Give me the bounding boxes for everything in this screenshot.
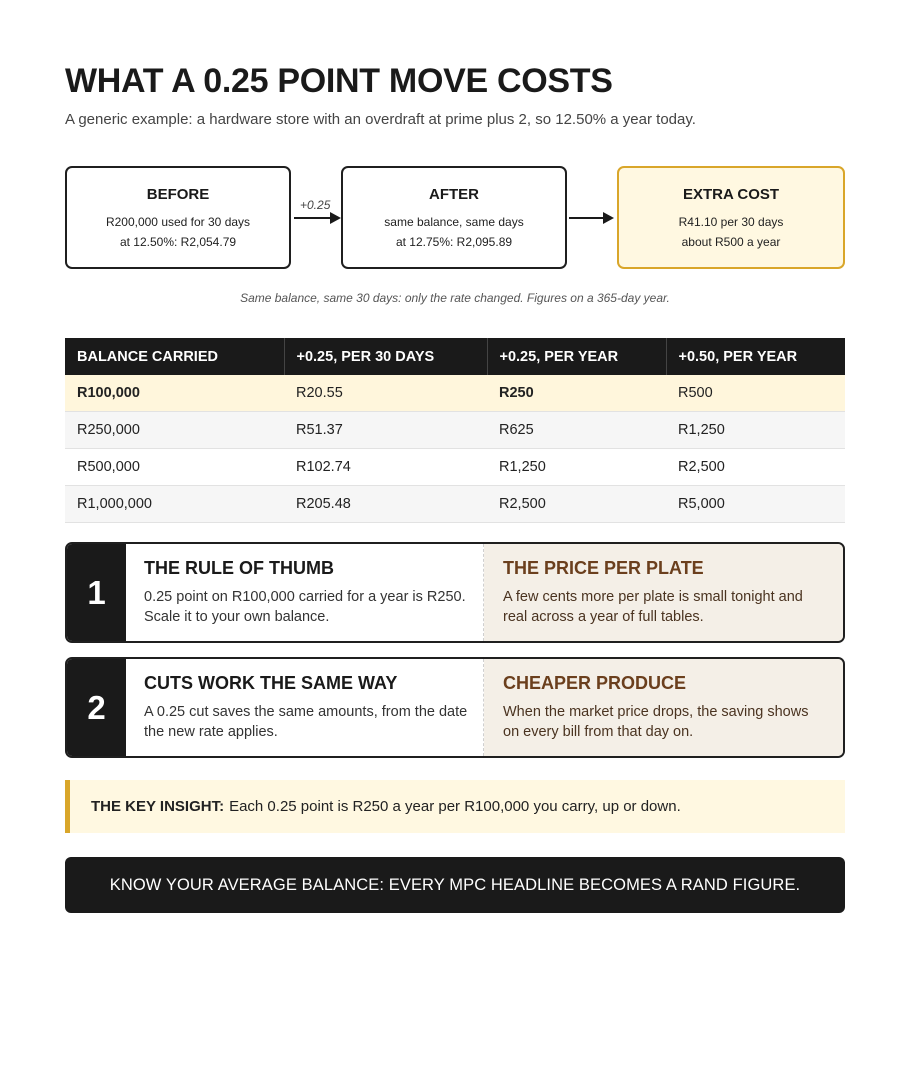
extra-cost-box — [617, 166, 845, 269]
card-analogy — [484, 544, 843, 641]
card-main — [126, 544, 484, 641]
table-row — [65, 449, 845, 486]
arrow-icon — [569, 209, 616, 227]
page-subtitle: A generic example: a hardware store with an overdraft at prime plus 2, so 12.50% a year today. — [65, 111, 696, 128]
card-side-body: A few cents more per plate is small tonight and real across a year of full tables. — [503, 589, 803, 625]
card-number: 1 — [67, 544, 126, 641]
table-cell: R5,000 — [666, 486, 845, 523]
card-side-title: CHEAPER PRODUCE — [503, 673, 687, 693]
table-cell: R500 — [666, 375, 845, 412]
column-header: +0.25, PER 30 DAYS — [284, 338, 487, 375]
table-cell: R250,000 — [65, 412, 284, 449]
before-line-1: R200,000 used for 30 days — [105, 215, 251, 229]
insight-text: Each 0.25 point is R250 a year per R100,000 you carry, up or down. — [229, 798, 681, 815]
page-title: WHAT A 0.25 POINT MOVE COSTS — [65, 62, 613, 100]
table-cell: R2,500 — [666, 449, 845, 486]
table-cell: R20.55 — [284, 375, 487, 412]
card-number: 2 — [67, 659, 126, 756]
insight-label: THE KEY INSIGHT: — [91, 798, 225, 815]
cuts-card — [65, 657, 845, 758]
after-box — [341, 166, 567, 269]
table-row — [65, 412, 845, 449]
column-header: +0.25, PER YEAR — [487, 338, 666, 375]
cost-table — [65, 338, 845, 523]
table-cell: R1,250 — [487, 449, 666, 486]
card-side-title: THE PRICE PER PLATE — [503, 558, 704, 578]
arrow-icon — [294, 209, 341, 227]
table-header-row — [65, 338, 845, 375]
table-cell: R102.74 — [284, 449, 487, 486]
after-line-1: same balance, same days — [384, 215, 524, 229]
before-box — [65, 166, 291, 269]
card-body: 0.25 point on R100,000 carried for a year is R250. Scale it to your own balance. — [144, 589, 466, 625]
after-title: AFTER — [429, 186, 479, 203]
table-cell: R51.37 — [284, 412, 487, 449]
footer-banner: KNOW YOUR AVERAGE BALANCE: EVERY MPC HEADLINE BECOMES A RAND FIGURE. — [65, 857, 845, 913]
card-title: THE RULE OF THUMB — [144, 558, 334, 578]
after-line-2: at 12.75%: R2,095.89 — [395, 235, 513, 249]
table-cell: R205.48 — [284, 486, 487, 523]
table-cell: R250 — [487, 375, 666, 412]
table-cell: R1,000,000 — [65, 486, 284, 523]
card-title: CUTS WORK THE SAME WAY — [144, 673, 398, 693]
card-side-body: When the market price drops, the saving shows on every bill from that day on. — [503, 704, 809, 740]
table-cell: R625 — [487, 412, 666, 449]
arrow-label: +0.25 — [300, 198, 331, 212]
card-body: A 0.25 cut saves the same amounts, from the date the new rate applies. — [144, 704, 468, 740]
table-cell: R1,250 — [666, 412, 845, 449]
extra-cost-line-1: R41.10 per 30 days — [678, 215, 784, 229]
extra-cost-line-2: about R500 a year — [681, 235, 781, 249]
rule-card — [65, 542, 845, 643]
column-header: BALANCE CARRIED — [65, 338, 284, 375]
table-row — [65, 486, 845, 523]
extra-cost-title: EXTRA COST — [682, 186, 780, 203]
table-row — [65, 375, 845, 412]
table-cell: R100,000 — [65, 375, 284, 412]
column-header: +0.50, PER YEAR — [666, 338, 845, 375]
card-analogy — [484, 659, 843, 756]
key-insight — [65, 780, 845, 833]
flow-caption: Same balance, same 30 days: only the rate changed. Figures on a 365-day year. — [240, 291, 670, 305]
table-cell: R500,000 — [65, 449, 284, 486]
card-main — [126, 659, 484, 756]
before-title: BEFORE — [146, 186, 210, 203]
table-cell: R2,500 — [487, 486, 666, 523]
before-line-2: at 12.50%: R2,054.79 — [119, 235, 237, 249]
